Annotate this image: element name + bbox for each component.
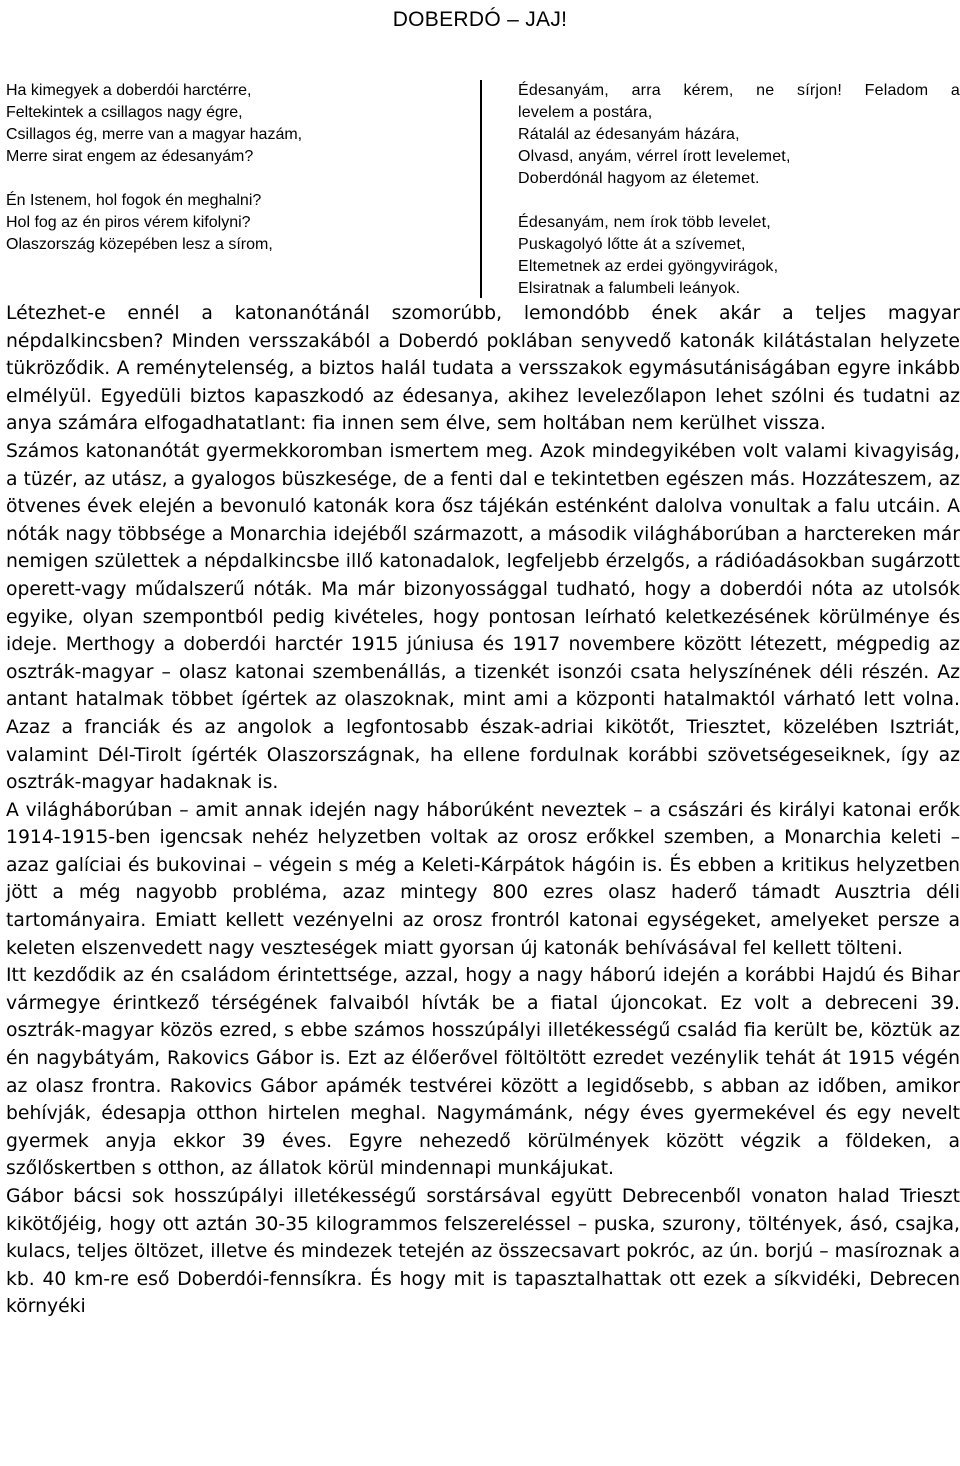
poem-divider — [480, 80, 482, 298]
poem-line: Eltemetnek az erdei gyöngyvirágok, — [518, 258, 779, 275]
poem-line: Édesanyám, arra kérem, ne sírjon! Feladom a — [518, 82, 960, 99]
poem-stanza — [6, 80, 466, 168]
poem-right-column — [518, 80, 960, 300]
poem-line: Feltekintek a csillagos nagy égre, — [6, 104, 243, 121]
poem-line: Elsiratnak a falumbeli leányok. — [518, 280, 741, 297]
poem-line: Olaszország közepében lesz a sírom, — [6, 236, 273, 253]
poem-line: Hol fog az én piros vérem kifolyni? — [6, 214, 251, 231]
body-paragraph: Létezhet-e ennél a katonanótánál szomorúbb, lemondóbb ének akár a teljes magyar népdalkincsben? Minden versszakából a Doberdó poklában senyvedő katonák kilátástalan helyzete tükröződik. A reménytelenség, a biztos halál tudata a versszakok egymásutániságában egyre inkább elmélyül. Egyedüli biztos kapaszkodó az édesanya, akihez levelezőlapon lehet szólni és tudatni az anya számára elfogadhatatlant: fia innen sem élve, sem holtában nem kerülhet vissza. — [6, 303, 960, 435]
poem-line: levelem a postára, — [518, 104, 653, 121]
page-title: DOBERDÓ – JAJ! — [392, 8, 568, 31]
body-paragraph: Gábor bácsi sok hosszúpályi illetékességű sorstársával együtt Debrecenből vonaton halad Trieszt kikötőjéig, hogy ott aztán 30-35 kilogrammos felszereléssel – puska, szurony, töltények, ásó, csajka, kulacs, teljes öltözet, illetve és mindezek tetején az összecsavart pokróc, az ún. borjú – masíroznak a kb. 40 km-re eső Doberdói-fennsíkra. És hogy mit is tapasztalhattak ott ezek a síkvidéki, Debrecen környéki — [6, 1186, 960, 1318]
poem-left-column — [6, 80, 466, 256]
body-paragraph: A világháborúban – amit annak idején nagy háborúként neveztek – a császári és királyi katonai erők 1914-1915-ben igencsak nehéz helyzetben voltak az orosz erőkkel szemben, a Monarchia keleti – azaz galíciai és bukovinai – végein s még a Keleti-Kárpátok hágóin is. És ebben a kritikus helyzetben jött a még nagyobb probléma, azaz mintegy 800 ezres olasz haderő támadt Ausztria déli tartományaira. Emiatt kellett vezényelni az orosz frontról katonai egységeket, amelyeket persze a keleten elszenvedett nagy veszteségek miatt gyorsan új katonák behívásával fel kellett tölteni. — [6, 799, 960, 959]
body-paragraph: Itt kezdődik az én családom érintettsége, azzal, hogy a nagy háború idején a korábbi Hajdú és Bihar vármegye érintkező térségének falvaiból hívták be a fiatal újoncokat. Ez volt a debreceni 39. osztrák-magyar közös ezred, s ebbe számos hosszúpályi illetékességű család fia került be, köztük az én nagybátyám, Rakovics Gábor is. Ezt az élőerővel föltöltött ezredet vezénylik tehát át 1915 végén az olasz frontra. Rakovics Gábor apámék testvérei között a legidősebb, s abban az időben, amikor behívják, édesapja otthon hirtelen meghal. Nagymámánk, négy éves gyermekével és egy nevelt gyermek anyja ekkor 39 éves. Egyre nehezedő körülmények között végzik a földeken, a szőlőskertben s otthon, az állatok körül mindennapi munkájukat. — [6, 965, 960, 1180]
poem-line: Merre sirat engem az édesanyám? — [6, 148, 254, 165]
poem-line: Én Istenem, hol fogok én meghalni? — [6, 192, 262, 209]
poem-line: Ha kimegyek a doberdói harctérre, — [6, 82, 252, 99]
poem-line: Doberdónál hagyom az életemet. — [518, 170, 760, 187]
poem-line: Rátalál az édesanyám házára, — [518, 126, 740, 143]
poem-line: Puskagolyó lőtte át a szívemet, — [518, 236, 746, 253]
poem-line: Csillagos ég, merre van a magyar hazám, — [6, 126, 303, 143]
body-paragraph: Számos katonanótát gyermekkoromban ismertem meg. Azok mindegyikében volt valami kivagyiság, a tüzér, az utász, a gyalogos büszkesége, de a fenti dal e tekintetben egészen más. Hozzáteszem, az ötvenes évek elején a bevonuló katonák kora ősz tájékán esténként dalolva vonultak a falu utcáin. A nóták nagy többsége a Monarchia idejéből származott, a második világháborúban a harctereken már nemigen születtek a népdalkincsbe illő katonadalok, legfeljebb érzelgős, a rádióadásokban sugárzott operett-vagy műdalszerű nóták. Ma már bizonyossággal tudható, hogy a doberdói nóta az utolsók egyike, olyan szempontból pedig kivételes, hogy pontosan leírható keletkezésének körülménye és ideje. Merthogy a doberdói harctér 1915 júniusa és 1917 novembere között létezett, mégpedig az osztrák-magyar – olasz katonai szembenállás, a tizenkét isonzói csata helyszínének déli részén. Az antant hatalmak többet ígértek az olaszoknak, mint ami a központi hatalmaktól várható lett volna. Azaz a franciák és az angolok a legfontosabb észak-adriai kikötőt, Triesztet, közelében Isztriát, valamint Dél-Tirolt ígérték Olaszországnak, ha ellene fordulnak korábbi szövetségeseiknek, így az osztrák-magyar hadaknak is. — [6, 440, 960, 794]
poem-line: Édesanyám, nem írok több levelet, — [518, 214, 771, 231]
poem-stanza — [6, 190, 466, 256]
poem-line: Olvasd, anyám, vérrel írott levelemet, — [518, 148, 791, 165]
article-body — [6, 300, 960, 1321]
poem-stanza — [518, 212, 960, 300]
poem-stanza — [518, 80, 960, 190]
